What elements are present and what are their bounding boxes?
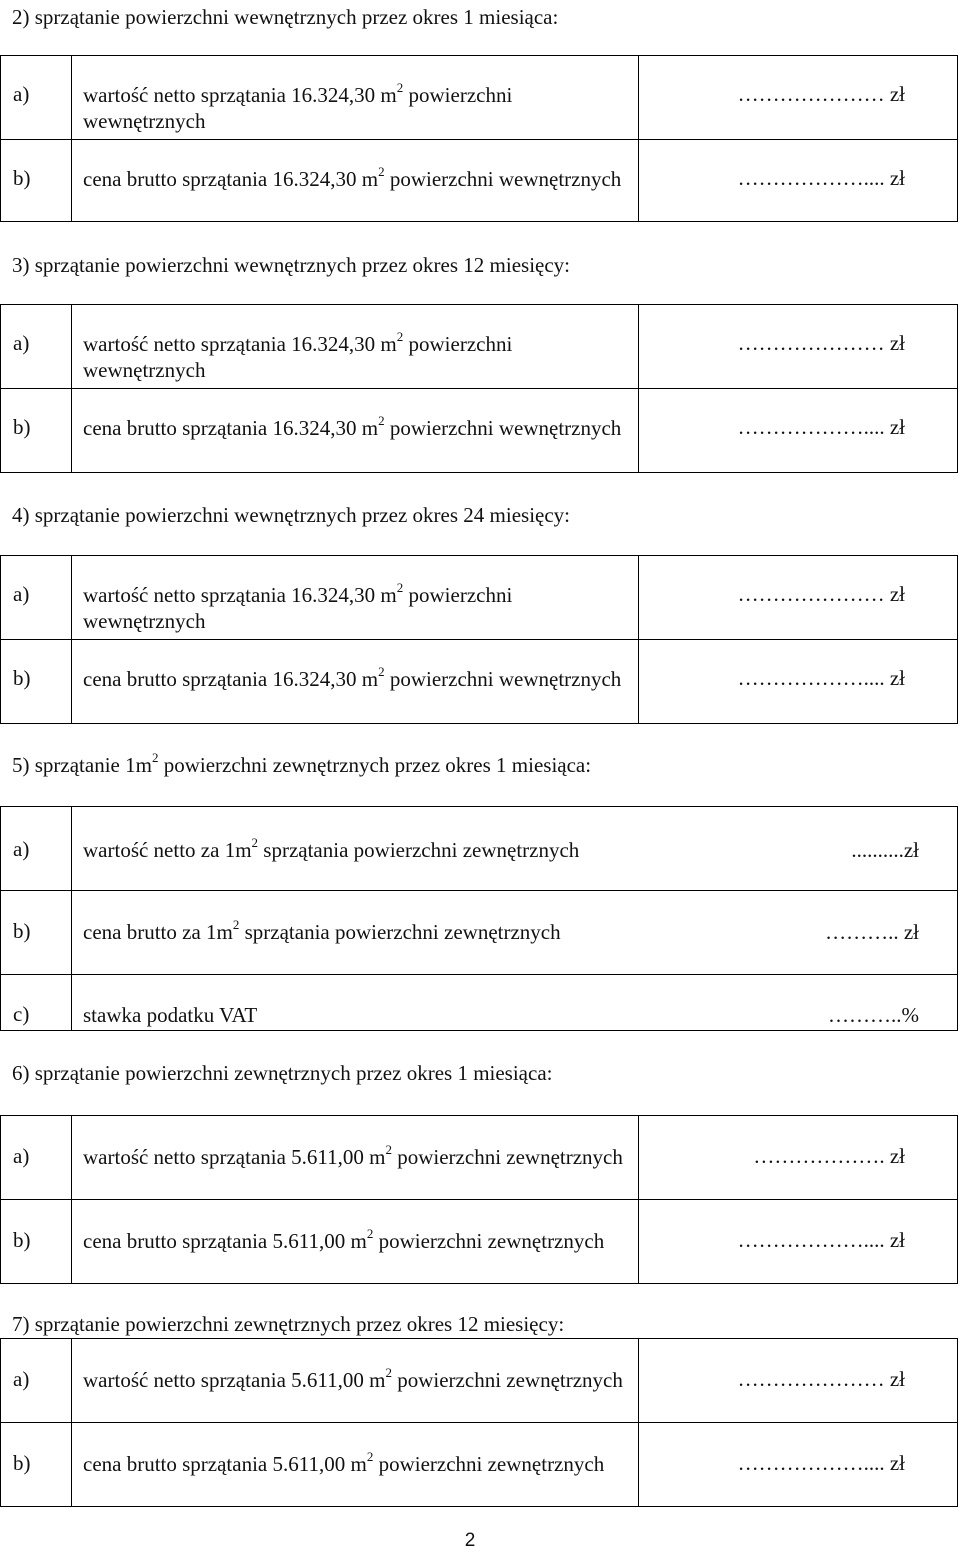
section-5-table bbox=[0, 806, 958, 1031]
row-label: a) bbox=[13, 1144, 30, 1168]
table-row bbox=[1, 556, 958, 640]
row-label: a) bbox=[13, 1367, 30, 1391]
table-row bbox=[1, 1339, 958, 1423]
table-row bbox=[1, 389, 958, 473]
row-label: b) bbox=[13, 919, 31, 943]
section-7-table bbox=[0, 1338, 958, 1507]
amount-field[interactable]: ……………….... zł bbox=[737, 666, 905, 690]
section-2-table bbox=[0, 55, 958, 222]
table-row bbox=[1, 56, 958, 140]
row-description: wartość netto sprzątania 5.611,00 $m^2$ powierzchni zewnętrznych bbox=[83, 1365, 623, 1392]
row-description: wartość netto sprzątania 16.324,30 $m^2$ powierzchni wewnętrznych bbox=[83, 329, 513, 382]
table-row bbox=[1, 1423, 958, 1507]
row-label: b) bbox=[13, 1228, 31, 1252]
table-row bbox=[1, 305, 958, 389]
amount-field[interactable]: ………………… zł bbox=[737, 82, 905, 106]
amount-field[interactable]: ……….. zł bbox=[825, 920, 919, 944]
row-description: stawka podatku VAT ………..% bbox=[83, 1003, 919, 1027]
amount-field[interactable]: ………………… zł bbox=[737, 582, 905, 606]
row-description: wartość netto sprzątania 16.324,30 $m^2$ powierzchni wewnętrznych bbox=[83, 580, 513, 633]
page-number: 2 bbox=[464, 1530, 476, 1551]
section-5-heading: 5) sprzątanie $1m^2$ powierzchni zewnętrznych przez okres 1 miesiąca: bbox=[12, 750, 592, 777]
amount-field[interactable]: ………………… zł bbox=[737, 331, 905, 355]
table-row bbox=[1, 975, 958, 1031]
amount-field[interactable]: ……………….... zł bbox=[737, 415, 905, 439]
row-label: b) bbox=[13, 166, 31, 190]
row-label: b) bbox=[13, 415, 31, 439]
section-2-heading: 2) sprzątanie powierzchni wewnętrznych przez okres 1 miesiąca: bbox=[12, 5, 559, 29]
row-label: a) bbox=[13, 837, 30, 861]
section-7-heading: 7) sprzątanie powierzchni zewnętrznych przez okres 12 miesięcy: bbox=[12, 1312, 565, 1336]
amount-field[interactable]: ………………. zł bbox=[753, 1144, 905, 1168]
row-description: wartość netto za $1m^2$ sprzątania powierzchni zewnętrznych ..........zł bbox=[83, 835, 919, 862]
amount-field[interactable]: ……………….... zł bbox=[737, 166, 905, 190]
section-3-heading: 3) sprzątanie powierzchni wewnętrznych przez okres 12 miesięcy: bbox=[12, 253, 571, 277]
row-description: cena brutto za $1m^2$ sprzątania powierzchni zewnętrznych ……….. zł bbox=[83, 917, 919, 944]
table-row bbox=[1, 640, 958, 724]
row-description: cena brutto sprzątania 16.324,30 $m^2$ powierzchni wewnętrznych bbox=[83, 664, 622, 691]
row-label: a) bbox=[13, 331, 30, 355]
section-4-table bbox=[0, 555, 958, 724]
row-description: cena brutto sprzątania 5.611,00 $m^2$ powierzchni zewnętrznych bbox=[83, 1226, 605, 1253]
row-label: a) bbox=[13, 582, 30, 606]
row-label: b) bbox=[13, 666, 31, 690]
row-label: c) bbox=[13, 1002, 30, 1026]
table-row bbox=[1, 140, 958, 222]
amount-field[interactable]: ……………….... zł bbox=[737, 1451, 905, 1475]
table-row bbox=[1, 891, 958, 975]
row-description: cena brutto sprzątania 16.324,30 $m^2$ powierzchni wewnętrznych bbox=[83, 413, 622, 440]
table-row bbox=[1, 807, 958, 891]
row-label: b) bbox=[13, 1451, 31, 1475]
table-row bbox=[1, 1200, 958, 1284]
section-3-table bbox=[0, 304, 958, 473]
section-4-heading: 4) sprzątanie powierzchni wewnętrznych przez okres 24 miesięcy: bbox=[12, 503, 571, 527]
row-description: wartość netto sprzątania 5.611,00 $m^2$ powierzchni zewnętrznych bbox=[83, 1142, 623, 1169]
section-6-heading: 6) sprzątanie powierzchni zewnętrznych przez okres 1 miesiąca: bbox=[12, 1061, 553, 1085]
amount-field[interactable]: ..........zł bbox=[851, 838, 919, 862]
row-description: wartość netto sprzątania 16.324,30 $m^2$ powierzchni wewnętrznych bbox=[83, 80, 513, 133]
vat-rate-field[interactable]: ………..% bbox=[828, 1003, 919, 1027]
row-description: cena brutto sprzątania 5.611,00 $m^2$ powierzchni zewnętrznych bbox=[83, 1449, 605, 1476]
row-label: a) bbox=[13, 82, 30, 106]
amount-field[interactable]: ………………… zł bbox=[737, 1367, 905, 1391]
section-6-table bbox=[0, 1115, 958, 1284]
amount-field[interactable]: ……………….... zł bbox=[737, 1228, 905, 1252]
row-description: cena brutto sprzątania 16.324,30 $m^2$ powierzchni wewnętrznych bbox=[83, 164, 622, 191]
table-row bbox=[1, 1116, 958, 1200]
